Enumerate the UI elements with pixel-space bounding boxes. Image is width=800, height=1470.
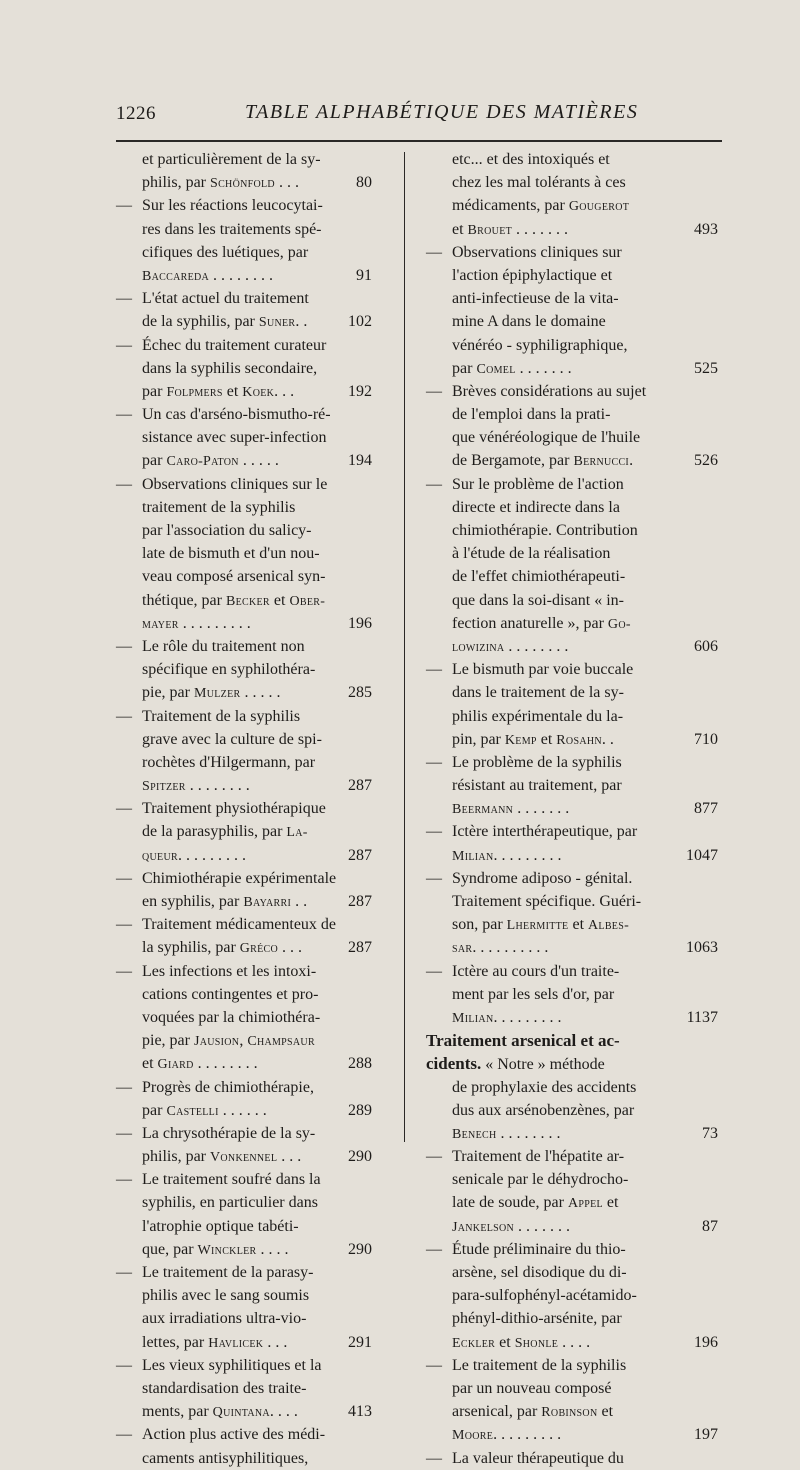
entry-text: l'atrophie optique tabéti- bbox=[142, 1217, 299, 1235]
page-reference: 1063 bbox=[686, 939, 718, 957]
page-reference: 287 bbox=[348, 939, 372, 957]
entry-text: Chimiothérapie expérimentale bbox=[142, 869, 337, 887]
index-line bbox=[426, 287, 718, 310]
index-line bbox=[426, 519, 718, 542]
index-line bbox=[116, 287, 372, 310]
entry-dash: — bbox=[116, 800, 132, 818]
entry-text: syphilis, en particulier dans bbox=[142, 1194, 318, 1212]
entry-text: Traitement de l'hépatite ar- bbox=[452, 1148, 625, 1166]
entry-text: vénéréo - syphiligraphique, bbox=[452, 336, 628, 354]
index-line bbox=[116, 403, 372, 426]
entry-text: Moore. . . . . . . . . bbox=[452, 1426, 562, 1444]
index-line bbox=[116, 218, 372, 241]
index-line bbox=[426, 426, 718, 449]
entry-text: mine A dans le domaine bbox=[452, 313, 606, 331]
index-line bbox=[116, 357, 372, 380]
index-line bbox=[426, 867, 718, 890]
index-line bbox=[116, 380, 372, 403]
entry-text: Le problème de la syphilis bbox=[452, 753, 622, 771]
entry-text: résistant au traitement, par bbox=[452, 777, 622, 795]
entry-text: Les infections et les intoxi- bbox=[142, 962, 317, 980]
page-reference: 525 bbox=[694, 359, 718, 377]
index-line bbox=[116, 1400, 372, 1423]
entry-dash: — bbox=[426, 661, 442, 679]
entry-dash: — bbox=[116, 869, 132, 887]
entry-text: spécifique en syphilothéra- bbox=[142, 661, 316, 679]
entry-text: Eckler et Shonle . . . . bbox=[452, 1333, 591, 1351]
page-reference: 291 bbox=[348, 1333, 372, 1351]
index-line bbox=[116, 496, 372, 519]
entry-text: Le traitement de la parasy- bbox=[142, 1264, 314, 1281]
entry-text: mayer . . . . . . . . . bbox=[142, 614, 251, 632]
index-line bbox=[116, 334, 372, 357]
entry-text: par Comel . . . . . . . bbox=[452, 359, 572, 377]
index-line bbox=[116, 565, 372, 588]
entry-text: cations contingentes et pro- bbox=[142, 985, 319, 1003]
entry-text: sistance avec super-infection bbox=[142, 429, 327, 447]
entry-dash: — bbox=[426, 823, 442, 841]
page-reference: 1047 bbox=[686, 846, 718, 864]
entry-text: pin, par Kemp et Rosahn. . bbox=[452, 730, 614, 748]
entry-text: Milian. . . . . . . . . bbox=[452, 1008, 562, 1026]
index-line bbox=[116, 681, 372, 704]
index-line bbox=[116, 589, 372, 612]
index-line bbox=[426, 658, 718, 681]
page-reference: 1137 bbox=[686, 1008, 718, 1026]
page-reference: 287 bbox=[348, 846, 372, 864]
entry-dash: — bbox=[426, 869, 442, 887]
index-line bbox=[116, 705, 372, 728]
entry-dash: — bbox=[116, 1356, 132, 1374]
entry-text: queur. . . . . . . . . bbox=[142, 846, 246, 864]
index-line bbox=[116, 1076, 372, 1099]
entry-text: Étude préliminaire du thio- bbox=[452, 1240, 626, 1258]
page-reference: 288 bbox=[348, 1055, 372, 1073]
index-line bbox=[426, 1006, 718, 1029]
page-reference: 287 bbox=[348, 893, 372, 910]
entry-text: de l'emploi dans la prati- bbox=[452, 406, 611, 424]
entry-text: l'action épiphylactique et bbox=[452, 266, 613, 284]
entry-dash: — bbox=[116, 336, 132, 354]
index-line bbox=[426, 218, 718, 241]
entry-text: par un nouveau composé bbox=[452, 1379, 612, 1397]
index-line bbox=[116, 1191, 372, 1214]
entry-text: Le rôle du traitement non bbox=[142, 637, 305, 655]
index-line bbox=[426, 241, 718, 264]
entry-text: Spitzer . . . . . . . . bbox=[142, 777, 250, 795]
entry-text: ments, par Quintana. . . . bbox=[142, 1403, 298, 1421]
index-line bbox=[116, 1052, 372, 1075]
entry-text: chez les mal tolérants à ces bbox=[452, 174, 626, 192]
entry-dash: — bbox=[116, 1171, 132, 1189]
index-line bbox=[116, 820, 372, 843]
running-title: TABLE ALPHABÉTIQUE DES MATIÈRES bbox=[245, 101, 639, 123]
index-line bbox=[426, 1099, 718, 1122]
entry-text: caments antisyphilitiques, bbox=[142, 1449, 309, 1467]
index-line bbox=[426, 1423, 718, 1446]
entry-dash: — bbox=[116, 406, 132, 424]
index-line bbox=[426, 334, 718, 357]
entry-text: Beermann . . . . . . . bbox=[452, 800, 570, 818]
index-line bbox=[116, 635, 372, 658]
entry-dash: — bbox=[116, 637, 132, 655]
index-line bbox=[426, 589, 718, 612]
entry-dash: — bbox=[116, 1264, 132, 1281]
entry-dash: — bbox=[116, 1078, 132, 1096]
entry-text: Traitement médicamenteux de bbox=[142, 916, 337, 934]
index-line bbox=[426, 496, 718, 519]
index-line bbox=[426, 1215, 718, 1238]
entry-text: Ictère au cours d'un traite- bbox=[452, 962, 620, 980]
page-reference: 710 bbox=[694, 730, 718, 748]
page-reference: 194 bbox=[348, 452, 372, 470]
entry-text: voquées par la chimiothéra- bbox=[142, 1008, 321, 1026]
entry-text: rochètes d'Hilgermann, par bbox=[142, 753, 316, 771]
entry-dash: — bbox=[426, 1240, 442, 1258]
page-reference: 285 bbox=[348, 684, 372, 702]
entry-dash: — bbox=[116, 916, 132, 934]
entry-text: L'état actuel du traitement bbox=[142, 290, 309, 308]
entry-text: cifiques des luétiques, par bbox=[142, 243, 309, 261]
entry-text: La valeur thérapeutique du bbox=[452, 1449, 624, 1467]
entry-dash: — bbox=[426, 243, 442, 261]
entry-text: pie, par Jausion, Champsaur bbox=[142, 1032, 315, 1050]
index-line bbox=[426, 1076, 718, 1099]
entry-text: et Giard . . . . . . . . bbox=[142, 1055, 258, 1073]
page-reference: 87 bbox=[702, 1217, 718, 1235]
entry-text: par l'association du salicy- bbox=[142, 522, 312, 539]
entry-dash: — bbox=[426, 1449, 442, 1467]
column-divider bbox=[404, 152, 405, 1142]
page-reference: 289 bbox=[348, 1101, 372, 1119]
index-line bbox=[116, 1284, 372, 1307]
index-line bbox=[426, 1029, 718, 1052]
index-line bbox=[116, 1168, 372, 1191]
entry-text: médicaments, par Gougerot bbox=[452, 197, 630, 215]
entry-text: etc... et des intoxiqués et bbox=[452, 151, 610, 168]
entry-text: Le traitement soufré dans la bbox=[142, 1171, 321, 1189]
index-line bbox=[426, 728, 718, 751]
index-line bbox=[116, 1029, 372, 1052]
index-line bbox=[116, 264, 372, 287]
entry-text: sar. . . . . . . . . . bbox=[452, 939, 549, 957]
entry-text: dus aux arsénobenzènes, par bbox=[452, 1101, 635, 1119]
index-line bbox=[426, 1400, 718, 1423]
index-line bbox=[426, 1331, 718, 1354]
index-line bbox=[116, 797, 372, 820]
index-line bbox=[426, 1122, 718, 1145]
page-reference: 287 bbox=[348, 777, 372, 795]
entry-text: Benech . . . . . . . . bbox=[452, 1124, 561, 1142]
entry-text: de la parasyphilis, par La- bbox=[142, 823, 308, 841]
entry-heading: cidents. bbox=[426, 1054, 482, 1074]
index-line bbox=[426, 983, 718, 1006]
entry-text: Jankelson . . . . . . . bbox=[452, 1217, 571, 1235]
entry-text: Le bismuth par voie buccale bbox=[452, 661, 634, 679]
page-reference: 196 bbox=[348, 614, 372, 632]
page-reference: 102 bbox=[348, 313, 372, 331]
index-line bbox=[426, 1168, 718, 1191]
entry-text: par Caro-Paton . . . . . bbox=[142, 452, 279, 470]
right-column bbox=[426, 148, 718, 1470]
index-line bbox=[426, 820, 718, 843]
entry-text: directe et indirecte dans la bbox=[452, 498, 620, 516]
entry-text: Le traitement de la syphilis bbox=[452, 1356, 627, 1374]
entry-text: et Brouet . . . . . . . bbox=[452, 220, 569, 238]
index-line bbox=[426, 960, 718, 983]
entry-text: et particulièrement de la sy- bbox=[142, 151, 321, 168]
index-line bbox=[116, 728, 372, 751]
index-line bbox=[116, 519, 372, 542]
index-line bbox=[116, 241, 372, 264]
entry-text: Ictère interthérapeutique, par bbox=[452, 823, 638, 841]
index-line bbox=[426, 1284, 718, 1307]
header-rule bbox=[116, 140, 722, 142]
entry-text: Observations cliniques sur bbox=[452, 243, 622, 261]
entry-text: Traitement physiothérapique bbox=[142, 800, 326, 818]
index-line bbox=[116, 1447, 372, 1470]
index-line bbox=[426, 797, 718, 820]
index-line bbox=[116, 1423, 372, 1446]
entry-text: late de soude, par Appel et bbox=[452, 1194, 619, 1212]
index-line bbox=[426, 751, 718, 774]
entry-text: Un cas d'arséno-bismutho-ré- bbox=[142, 406, 331, 424]
entry-text: arsène, sel disodique du di- bbox=[452, 1264, 627, 1281]
entry-text: lowizina . . . . . . . . bbox=[452, 637, 569, 655]
entry-text: philis avec le sang soumis bbox=[142, 1287, 310, 1305]
index-line bbox=[116, 774, 372, 797]
entry-text: fection anaturelle », par Go- bbox=[452, 614, 631, 632]
entry-dash: — bbox=[116, 290, 132, 308]
index-line bbox=[426, 774, 718, 797]
entry-dash: — bbox=[426, 1148, 442, 1166]
index-line bbox=[426, 890, 718, 913]
entry-text: en syphilis, par Bayarri . . bbox=[142, 893, 308, 910]
entry-text: La chrysothérapie de la sy- bbox=[142, 1124, 316, 1142]
index-line bbox=[116, 1006, 372, 1029]
index-line bbox=[426, 264, 718, 287]
index-line bbox=[116, 1354, 372, 1377]
left-column bbox=[116, 148, 372, 1470]
page-reference: 196 bbox=[694, 1333, 718, 1351]
entry-text: Échec du traitement curateur bbox=[142, 336, 327, 354]
entry-text: Milian. . . . . . . . . bbox=[452, 846, 562, 864]
index-line bbox=[426, 1052, 718, 1075]
entry-text: late de bismuth et d'un nou- bbox=[142, 545, 320, 563]
index-line bbox=[116, 1099, 372, 1122]
index-line bbox=[116, 1122, 372, 1145]
index-line bbox=[426, 844, 718, 867]
entry-dash: — bbox=[116, 1426, 132, 1444]
entry-text: aux irradiations ultra-vio- bbox=[142, 1310, 307, 1328]
entry-dash: — bbox=[426, 1356, 442, 1374]
entry-text: Progrès de chimiothérapie, bbox=[142, 1078, 314, 1096]
entry-text: Baccareda . . . . . . . . bbox=[142, 266, 274, 284]
entry-text: Observations cliniques sur le bbox=[142, 475, 328, 493]
entry-text: grave avec la culture de spi- bbox=[142, 730, 322, 748]
index-line bbox=[116, 913, 372, 936]
index-line bbox=[116, 867, 372, 890]
entry-text: anti-infectieuse de la vita- bbox=[452, 290, 619, 308]
page-number: 1226 bbox=[116, 103, 156, 124]
index-line bbox=[426, 612, 718, 635]
page-reference: 73 bbox=[702, 1124, 718, 1142]
entry-text: Brèves considérations au sujet bbox=[452, 382, 647, 400]
index-line bbox=[116, 449, 372, 472]
index-line bbox=[116, 658, 372, 681]
page-reference: 290 bbox=[348, 1148, 372, 1166]
entry-text: veau composé arsenical syn- bbox=[142, 568, 326, 586]
entry-text: standardisation des traite- bbox=[142, 1379, 307, 1397]
page-reference: 91 bbox=[356, 266, 372, 284]
entry-text: « Notre » méthode bbox=[481, 1056, 605, 1074]
entry-text: que vénéréologique de l'huile bbox=[452, 429, 641, 447]
index-line bbox=[426, 310, 718, 333]
index-line bbox=[116, 890, 372, 913]
entry-text: à l'étude de la réalisation bbox=[452, 545, 611, 563]
index-line bbox=[116, 751, 372, 774]
entry-text: son, par Lhermitte et Albes- bbox=[452, 916, 630, 934]
index-line bbox=[116, 612, 372, 635]
index-line bbox=[116, 936, 372, 959]
index-line bbox=[426, 357, 718, 380]
entry-dash: — bbox=[116, 962, 132, 980]
index-line bbox=[116, 844, 372, 867]
entry-text: philis, par Vonkennel . . . bbox=[142, 1148, 302, 1166]
entry-dash: — bbox=[116, 1124, 132, 1142]
index-line bbox=[116, 148, 372, 171]
page-reference: 877 bbox=[694, 800, 718, 818]
index-line bbox=[426, 1377, 718, 1400]
entry-text: thétique, par Becker et Ober- bbox=[142, 591, 326, 609]
entry-text: que, par Winckler . . . . bbox=[142, 1240, 289, 1258]
index-line bbox=[426, 171, 718, 194]
page-reference: 80 bbox=[356, 174, 372, 192]
index-line bbox=[426, 1354, 718, 1377]
page-reference: 493 bbox=[694, 220, 718, 238]
index-line bbox=[426, 380, 718, 403]
entry-text: phényl-dithio-arsénite, par bbox=[452, 1310, 622, 1328]
index-line bbox=[116, 194, 372, 217]
index-line bbox=[116, 1377, 372, 1400]
index-line bbox=[426, 681, 718, 704]
index-line bbox=[426, 403, 718, 426]
entry-heading: Traitement arsenical et ac- bbox=[426, 1031, 620, 1051]
index-line bbox=[426, 1145, 718, 1168]
index-line bbox=[116, 473, 372, 496]
entry-text: ment par les sels d'or, par bbox=[452, 985, 615, 1003]
index-line bbox=[116, 1238, 372, 1261]
entry-text: Sur le problème de l'action bbox=[452, 475, 624, 493]
index-line bbox=[426, 473, 718, 496]
entry-text: de Bergamote, par Bernucci. bbox=[452, 452, 634, 470]
index-line bbox=[116, 960, 372, 983]
entry-text: la syphilis, par Gréco . . . bbox=[142, 939, 303, 957]
index-line bbox=[426, 565, 718, 588]
entry-dash: — bbox=[426, 753, 442, 771]
page-reference: 197 bbox=[694, 1426, 718, 1444]
entry-text: de la syphilis, par Suner. . bbox=[142, 313, 308, 331]
index-line bbox=[426, 913, 718, 936]
index-line bbox=[426, 1191, 718, 1214]
entry-text: res dans les traitements spé- bbox=[142, 220, 322, 238]
index-line bbox=[116, 171, 372, 194]
entry-text: que dans la soi-disant « in- bbox=[452, 591, 624, 609]
entry-text: Les vieux syphilitiques et la bbox=[142, 1356, 322, 1374]
entry-text: senicale par le déhydrocho- bbox=[452, 1171, 629, 1189]
index-line bbox=[426, 1261, 718, 1284]
index-line bbox=[426, 705, 718, 728]
index-line bbox=[116, 1331, 372, 1354]
index-line bbox=[116, 426, 372, 449]
entry-text: Sur les réactions leucocytai- bbox=[142, 197, 323, 215]
entry-dash: — bbox=[426, 962, 442, 980]
entry-text: dans la syphilis secondaire, bbox=[142, 359, 318, 377]
index-line bbox=[426, 936, 718, 959]
index-line bbox=[116, 1215, 372, 1238]
page-reference: 526 bbox=[694, 452, 718, 470]
entry-text: para-sulfophényl-acétamido- bbox=[452, 1287, 637, 1305]
entry-text: traitement de la syphilis bbox=[142, 498, 296, 516]
index-line bbox=[116, 983, 372, 1006]
entry-dash: — bbox=[426, 475, 442, 493]
index-line bbox=[426, 1307, 718, 1330]
page-reference: 606 bbox=[694, 637, 718, 655]
entry-text: lettes, par Havlicek . . . bbox=[142, 1333, 288, 1351]
entry-text: par Folpmers et Koek. . . bbox=[142, 382, 295, 400]
entry-text: Traitement spécifique. Guéri- bbox=[452, 893, 642, 910]
page-reference: 192 bbox=[348, 382, 372, 400]
entry-text: Syndrome adiposo - génital. bbox=[452, 869, 633, 887]
entry-text: pie, par Mulzer . . . . . bbox=[142, 684, 281, 702]
index-line bbox=[426, 194, 718, 217]
entry-dash: — bbox=[116, 197, 132, 215]
page-reference: 413 bbox=[348, 1403, 372, 1421]
index-line bbox=[426, 1238, 718, 1261]
index-line bbox=[116, 542, 372, 565]
entry-text: chimiothérapie. Contribution bbox=[452, 522, 638, 539]
entry-text: dans le traitement de la sy- bbox=[452, 684, 624, 702]
index-line bbox=[426, 542, 718, 565]
index-line bbox=[426, 449, 718, 472]
entry-text: par Castelli . . . . . . bbox=[142, 1101, 267, 1119]
entry-dash: — bbox=[116, 707, 132, 725]
index-line bbox=[426, 148, 718, 171]
entry-text: philis, par Schönfold . . . bbox=[142, 174, 299, 192]
index-line bbox=[116, 310, 372, 333]
page-reference: 290 bbox=[348, 1240, 372, 1258]
entry-text: philis expérimentale du la- bbox=[452, 707, 624, 725]
entry-text: Action plus active des médi- bbox=[142, 1426, 326, 1444]
entry-dash: — bbox=[116, 475, 132, 493]
index-line bbox=[116, 1261, 372, 1284]
index-line bbox=[426, 1447, 718, 1470]
index-line bbox=[116, 1145, 372, 1168]
index-line bbox=[116, 1307, 372, 1330]
entry-text: arsenical, par Robinson et bbox=[452, 1403, 614, 1421]
entry-dash: — bbox=[426, 382, 442, 400]
entry-text: de l'effet chimiothérapeuti- bbox=[452, 568, 626, 586]
entry-text: Traitement de la syphilis bbox=[142, 707, 301, 725]
index-line bbox=[426, 635, 718, 658]
entry-text: de prophylaxie des accidents bbox=[452, 1078, 637, 1096]
